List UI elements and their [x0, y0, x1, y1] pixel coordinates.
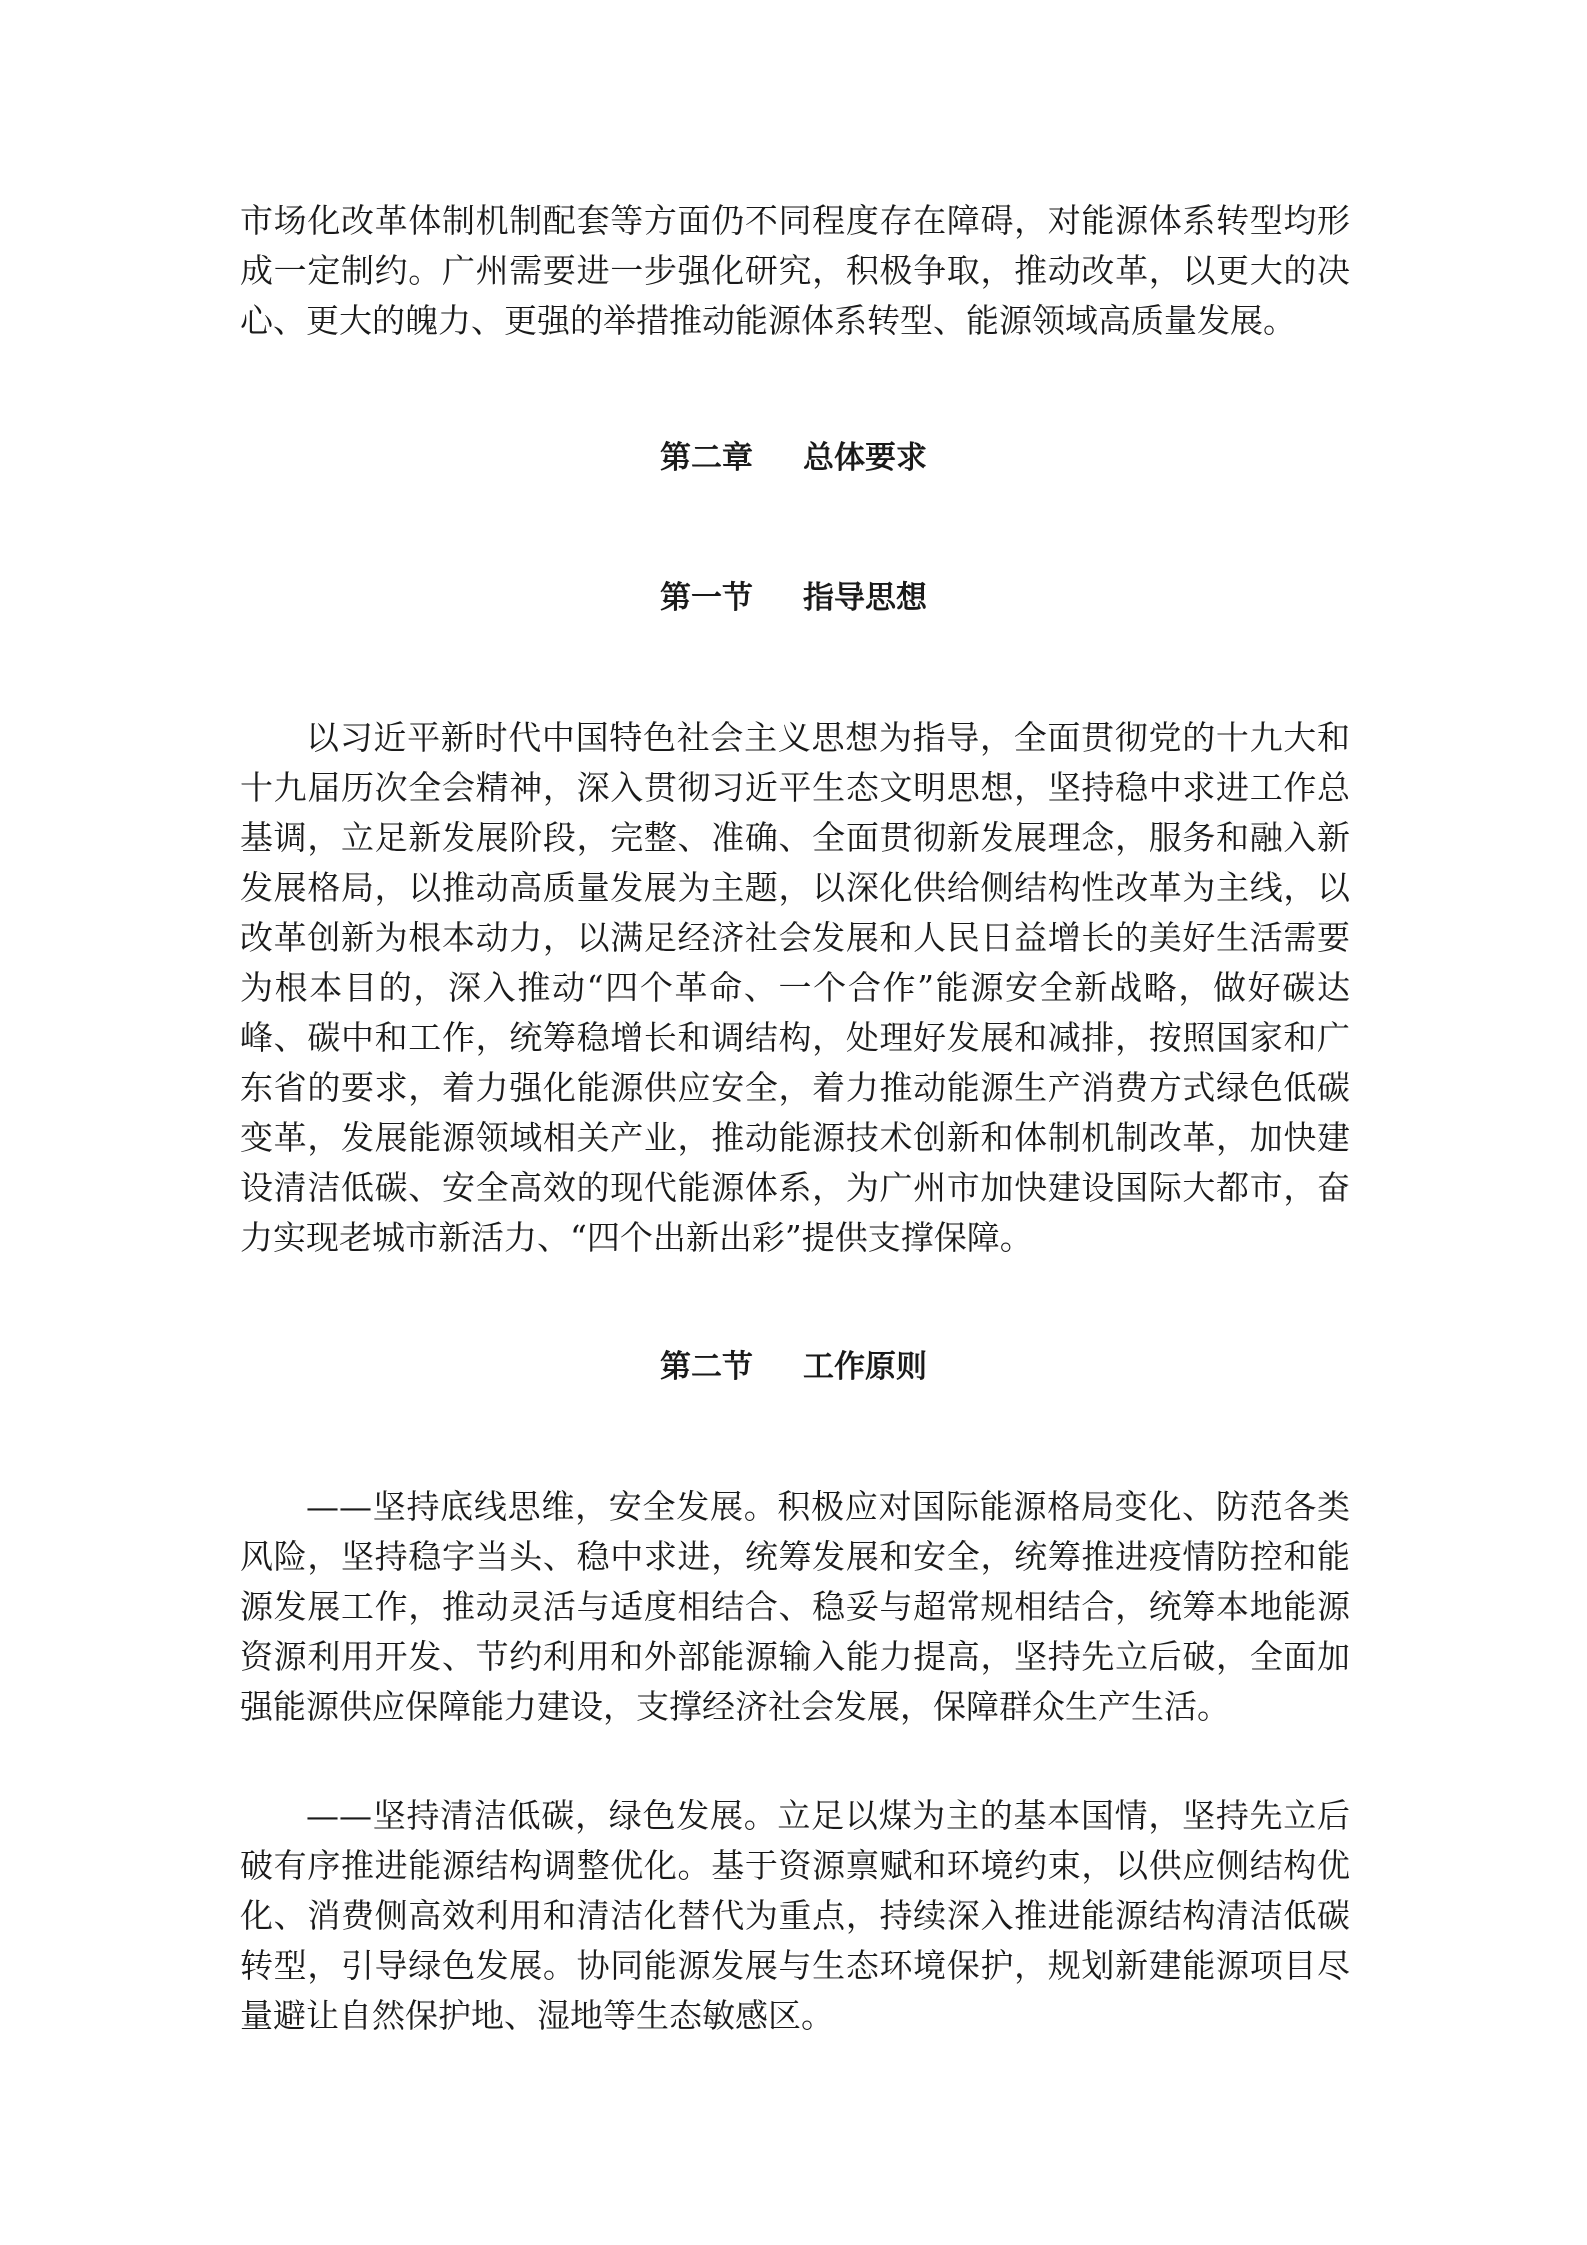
section1-title: 指导思想	[803, 580, 927, 616]
principle-green-paragraph: ——坚持清洁低碳，绿色发展。立足以煤为主的基本国情，坚持先立后破有序推进能源结构调整优化。基于资源禀赋和环境约束，以供应侧结构优化、消费侧高效利用和清洁化替代为重点，持续深入推进能源结构清洁低碳转型，引导绿色发展。协同能源发展与生态环境保护，规划新建能源项目尽量避让自然保护地、湿地等生态敏感区。	[240, 1796, 1350, 2035]
section1-number: 第一节	[660, 580, 753, 616]
chapter-number: 第二章	[660, 440, 753, 476]
chapter-heading	[0, 436, 1587, 480]
chapter-title: 总体要求	[803, 440, 927, 476]
principle-security-paragraph: ——坚持底线思维，安全发展。积极应对国际能源格局变化、防范各类风险，坚持稳字当头、稳中求进，统筹发展和安全，统筹推进疫情防控和能源发展工作，推动灵活与适度相结合、稳妥与超常规相结合，统筹本地能源资源利用开发、节约利用和外部能源输入能力提高，坚持先立后破，全面加强能源供应保障能力建设，支撑经济社会发展，保障群众生产生活。	[240, 1487, 1350, 1726]
section1-heading	[0, 576, 1587, 620]
paragraph-continuation: 市场化改革体制机制配套等方面仍不同程度存在障碍，对能源体系转型均形成一定制约。广州需要进一步强化研究，积极争取，推动改革，以更大的决心、更大的魄力、更强的举措推动能源体系转型、能源领域高质量发展。	[240, 201, 1350, 340]
section2-heading	[0, 1345, 1587, 1389]
section2-number: 第二节	[660, 1349, 753, 1385]
guiding-ideology-paragraph: 以习近平新时代中国特色社会主义思想为指导，全面贯彻党的十九大和十九届历次全会精神，深入贯彻习近平生态文明思想，坚持稳中求进工作总基调，立足新发展阶段，完整、准确、全面贯彻新发展理念，服务和融入新发展格局，以推动高质量发展为主题，以深化供给侧结构性改革为主线，以改革创新为根本动力，以满足经济社会发展和人民日益增长的美好生活需要为根本目的，深入推动“四个革命、一个合作”能源安全新战略，做好碳达峰、碳中和工作，统筹稳增长和调结构，处理好发展和减排，按照国家和广东省的要求，着力强化能源供应安全，着力推动能源生产消费方式绿色低碳变革，发展能源领域相关产业，推动能源技术创新和体制机制改革，加快建设清洁低碳、安全高效的现代能源体系，为广州市加快建设国际大都市，奋力实现老城市新活力、“四个出新出彩”提供支撑保障。	[240, 718, 1350, 1257]
section2-title: 工作原则	[803, 1349, 927, 1385]
